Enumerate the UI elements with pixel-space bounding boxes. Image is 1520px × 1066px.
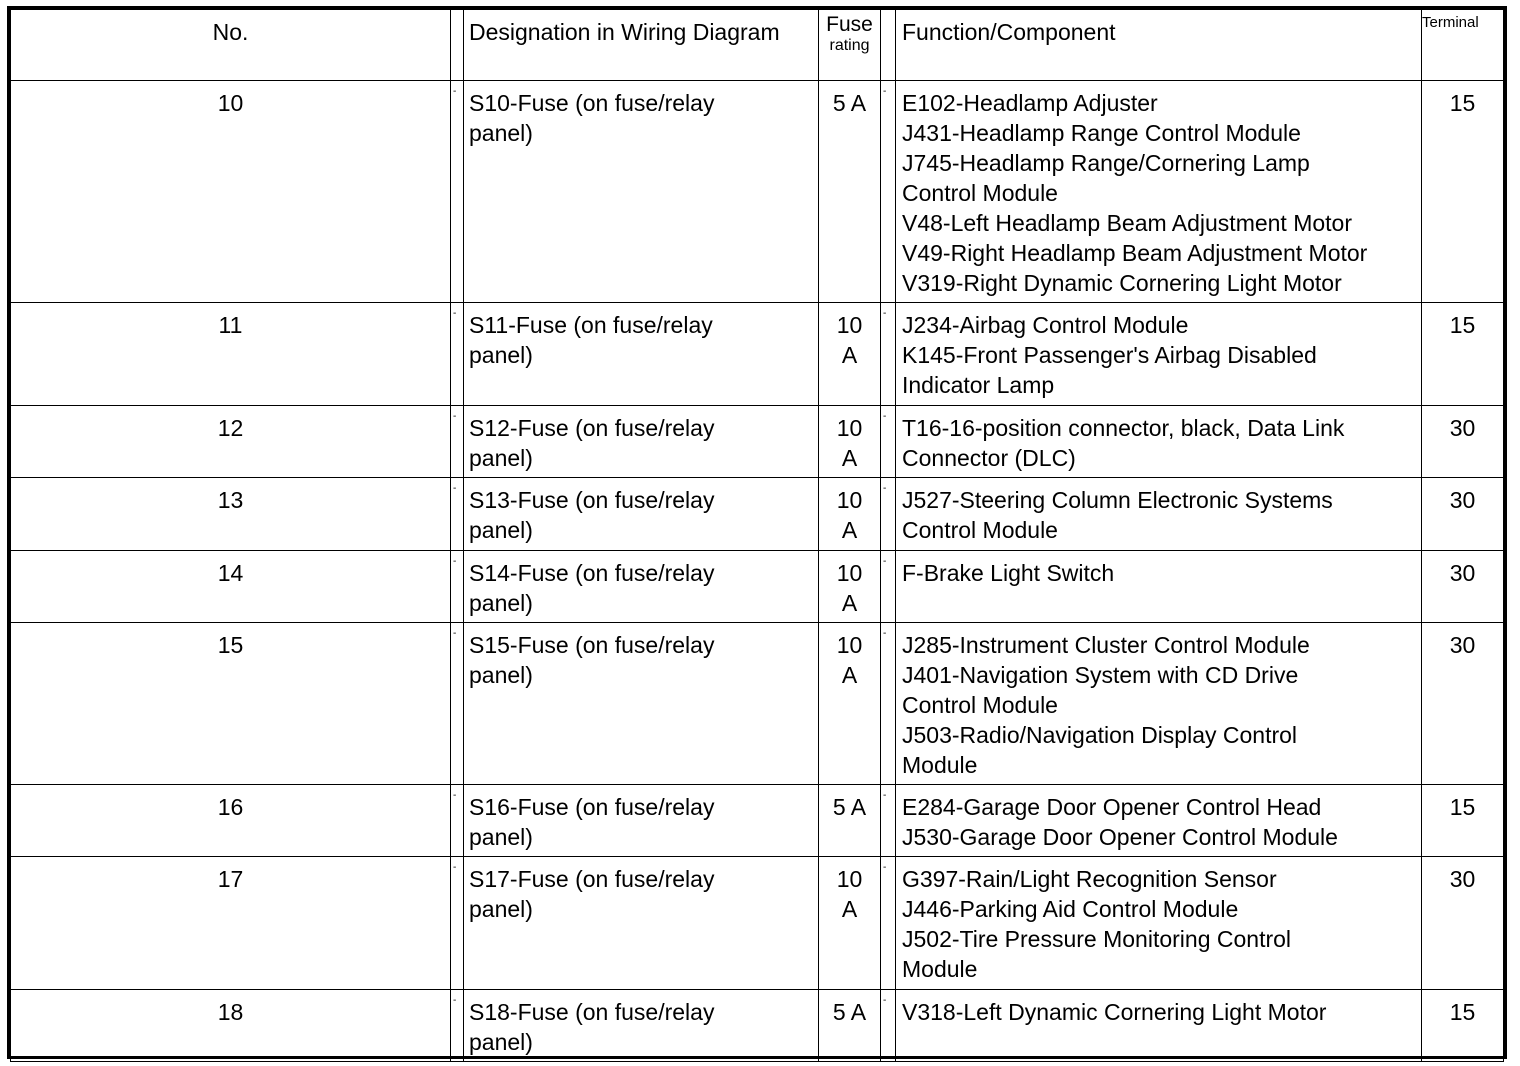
terminal-cell: 30: [1422, 857, 1504, 990]
tick-mark: -: [883, 790, 887, 801]
tick-mark: -: [883, 86, 887, 97]
designation-line: panel): [469, 1029, 533, 1055]
fuse-rating-line: 10: [836, 415, 863, 441]
fuse-rating-cell: [819, 406, 881, 478]
terminal-cell: 30: [1422, 478, 1504, 551]
fuse-rating-cell: [819, 478, 881, 551]
function-line: Module: [902, 956, 978, 982]
function-line: Control Module: [902, 692, 1058, 718]
function-line: Control Module: [902, 180, 1058, 206]
function-line: F-Brake Light Switch: [902, 560, 1115, 586]
row-number: 16: [11, 785, 451, 857]
fuse-rating-line: A: [841, 896, 858, 922]
header-fuse-gap-cell: [881, 10, 896, 81]
fuse-rating-line: 5 A: [832, 794, 867, 820]
function-line: J502-Tire Pressure Monitoring Control: [902, 926, 1292, 952]
tick-mark: -: [453, 308, 457, 319]
designation-line: S17-Fuse (on fuse/relay: [469, 866, 715, 892]
header-fuse: [819, 10, 881, 81]
table-row: [11, 857, 1504, 990]
tick-mark: -: [453, 86, 457, 97]
designation-line: S15-Fuse (on fuse/relay: [469, 632, 715, 658]
tick-mark: -: [453, 995, 457, 1006]
function-line: J745-Headlamp Range/Cornering Lamp: [902, 150, 1310, 176]
fuse-rating-line: A: [841, 445, 858, 471]
designation-line: S10-Fuse (on fuse/relay: [469, 90, 715, 116]
designation-line: panel): [469, 342, 533, 368]
function-line: V48-Left Headlamp Beam Adjustment Motor: [902, 210, 1353, 236]
tick-mark: -: [453, 483, 457, 494]
function-line: V49-Right Headlamp Beam Adjustment Motor: [902, 240, 1368, 266]
terminal-cell: 30: [1422, 551, 1504, 623]
row-number: 14: [11, 551, 451, 623]
designation-line: panel): [469, 120, 533, 146]
designation-cell: [464, 990, 819, 1062]
designation-cell: [464, 303, 819, 406]
fuse-rating-cell: [819, 785, 881, 857]
tick-mark: -: [453, 411, 457, 422]
fuse-rating-line: A: [841, 517, 858, 543]
function-line: Module: [902, 752, 978, 778]
gap-cell: [451, 785, 464, 857]
row-number: 18: [11, 990, 451, 1062]
designation-cell: [464, 785, 819, 857]
gap-cell: [451, 303, 464, 406]
header-fuse-label: Fuse: [826, 13, 873, 36]
function-line: J527-Steering Column Electronic Systems: [902, 487, 1333, 513]
function-line: V319-Right Dynamic Cornering Light Motor: [902, 270, 1342, 296]
designation-line: S13-Fuse (on fuse/relay: [469, 487, 715, 513]
function-cell: [896, 478, 1422, 551]
function-line: Control Module: [902, 517, 1058, 543]
fuse-gap-cell: [881, 857, 896, 990]
function-cell: [896, 81, 1422, 303]
designation-line: panel): [469, 896, 533, 922]
function-line: J446-Parking Aid Control Module: [902, 896, 1239, 922]
function-cell: [896, 623, 1422, 785]
designation-line: panel): [469, 662, 533, 688]
designation-cell: [464, 81, 819, 303]
tick-mark: -: [453, 862, 457, 873]
terminal-cell: 15: [1422, 990, 1504, 1062]
terminal-cell: 15: [1422, 81, 1504, 303]
fuse-rating-cell: [819, 81, 881, 303]
function-line: T16-16-position connector, black, Data Link: [902, 415, 1345, 441]
fuse-rating-line: 5 A: [832, 999, 867, 1025]
function-line: E102-Headlamp Adjuster: [902, 90, 1158, 116]
table-row: [11, 81, 1504, 303]
function-line: V318-Left Dynamic Cornering Light Motor: [902, 999, 1327, 1025]
function-cell: [896, 785, 1422, 857]
header-gap-cell: [451, 10, 464, 81]
fuse-gap-cell: [881, 785, 896, 857]
designation-line: S16-Fuse (on fuse/relay: [469, 794, 715, 820]
tick-mark: -: [883, 556, 887, 567]
function-line: Indicator Lamp: [902, 372, 1055, 398]
function-line: Connector (DLC): [902, 445, 1076, 471]
fuse-rating-line: A: [841, 662, 858, 688]
designation-line: S11-Fuse (on fuse/relay: [469, 312, 713, 338]
tick-mark: -: [883, 628, 887, 639]
row-number: 17: [11, 857, 451, 990]
gap-cell: [451, 990, 464, 1062]
fuse-gap-cell: [881, 406, 896, 478]
designation-line: panel): [469, 824, 533, 850]
fuse-rating-line: 5 A: [832, 90, 867, 116]
fuse-rating-line: A: [841, 342, 858, 368]
fuse-gap-cell: [881, 623, 896, 785]
fuse-rating-cell: [819, 303, 881, 406]
table-row: [11, 785, 1504, 857]
gap-cell: [451, 81, 464, 303]
terminal-cell: 15: [1422, 785, 1504, 857]
gap-cell: [451, 623, 464, 785]
header-no: No.: [11, 10, 451, 81]
designation-line: panel): [469, 517, 533, 543]
fuse-rating-cell: [819, 990, 881, 1062]
fuse-gap-cell: [881, 990, 896, 1062]
row-number: 15: [11, 623, 451, 785]
designation-cell: [464, 406, 819, 478]
function-line: J401-Navigation System with CD Drive: [902, 662, 1299, 688]
fuse-rating-line: 10: [836, 312, 863, 338]
gap-cell: [451, 551, 464, 623]
fuse-rating-line: 10: [836, 487, 863, 513]
gap-cell: [451, 857, 464, 990]
fuse-gap-cell: [881, 81, 896, 303]
function-line: J234-Airbag Control Module: [902, 312, 1189, 338]
row-number: 10: [11, 81, 451, 303]
gap-cell: [451, 478, 464, 551]
table-row: [11, 990, 1504, 1062]
designation-cell: [464, 551, 819, 623]
header-terminal: Terminal: [1422, 10, 1504, 81]
designation-line: S18-Fuse (on fuse/relay: [469, 999, 715, 1025]
table-row: [11, 303, 1504, 406]
fuse-rating-cell: [819, 551, 881, 623]
function-line: E284-Garage Door Opener Control Head: [902, 794, 1322, 820]
tick-mark: -: [883, 308, 887, 319]
table-row: [11, 478, 1504, 551]
tick-mark: -: [453, 790, 457, 801]
tick-mark: -: [883, 411, 887, 422]
header-row: [11, 10, 1504, 81]
designation-cell: [464, 478, 819, 551]
table-row: [11, 623, 1504, 785]
function-line: J285-Instrument Cluster Control Module: [902, 632, 1310, 658]
terminal-cell: 30: [1422, 623, 1504, 785]
fuse-gap-cell: [881, 551, 896, 623]
function-line: J503-Radio/Navigation Display Control: [902, 722, 1298, 748]
designation-line: S12-Fuse (on fuse/relay: [469, 415, 715, 441]
fuse-rating-cell: [819, 857, 881, 990]
row-number: 13: [11, 478, 451, 551]
function-cell: [896, 303, 1422, 406]
fuse-gap-cell: [881, 303, 896, 406]
fuse-rating-cell: [819, 623, 881, 785]
function-line: G397-Rain/Light Recognition Sensor: [902, 866, 1277, 892]
tick-mark: -: [883, 862, 887, 873]
gap-cell: [451, 406, 464, 478]
function-cell: [896, 857, 1422, 990]
table-row: [11, 551, 1504, 623]
fuse-rating-line: 10: [836, 866, 863, 892]
tick-mark: -: [883, 483, 887, 494]
row-number: 11: [11, 303, 451, 406]
function-cell: [896, 990, 1422, 1062]
function-cell: [896, 551, 1422, 623]
table-row: [11, 406, 1504, 478]
function-line: K145-Front Passenger's Airbag Disabled: [902, 342, 1317, 368]
function-cell: [896, 406, 1422, 478]
terminal-cell: 30: [1422, 406, 1504, 478]
function-line: J530-Garage Door Opener Control Module: [902, 824, 1338, 850]
header-fuse-sublabel: rating: [829, 37, 870, 54]
designation-cell: [464, 623, 819, 785]
fuse-table: [10, 9, 1504, 1062]
function-line: J431-Headlamp Range Control Module: [902, 120, 1301, 146]
tick-mark: -: [883, 995, 887, 1006]
fuse-gap-cell: [881, 478, 896, 551]
tick-mark: -: [453, 628, 457, 639]
fuse-rating-line: A: [841, 590, 858, 616]
row-number: 12: [11, 406, 451, 478]
designation-line: S14-Fuse (on fuse/relay: [469, 560, 715, 586]
terminal-cell: 15: [1422, 303, 1504, 406]
header-designation: Designation in Wiring Diagram: [464, 10, 819, 81]
header-function: Function/Component: [896, 10, 1422, 81]
designation-line: panel): [469, 445, 533, 471]
designation-line: panel): [469, 590, 533, 616]
fuse-rating-line: 10: [836, 560, 863, 586]
tick-mark: -: [453, 556, 457, 567]
fuse-table-sheet: [7, 6, 1507, 1059]
designation-cell: [464, 857, 819, 990]
fuse-rating-line: 10: [836, 632, 863, 658]
